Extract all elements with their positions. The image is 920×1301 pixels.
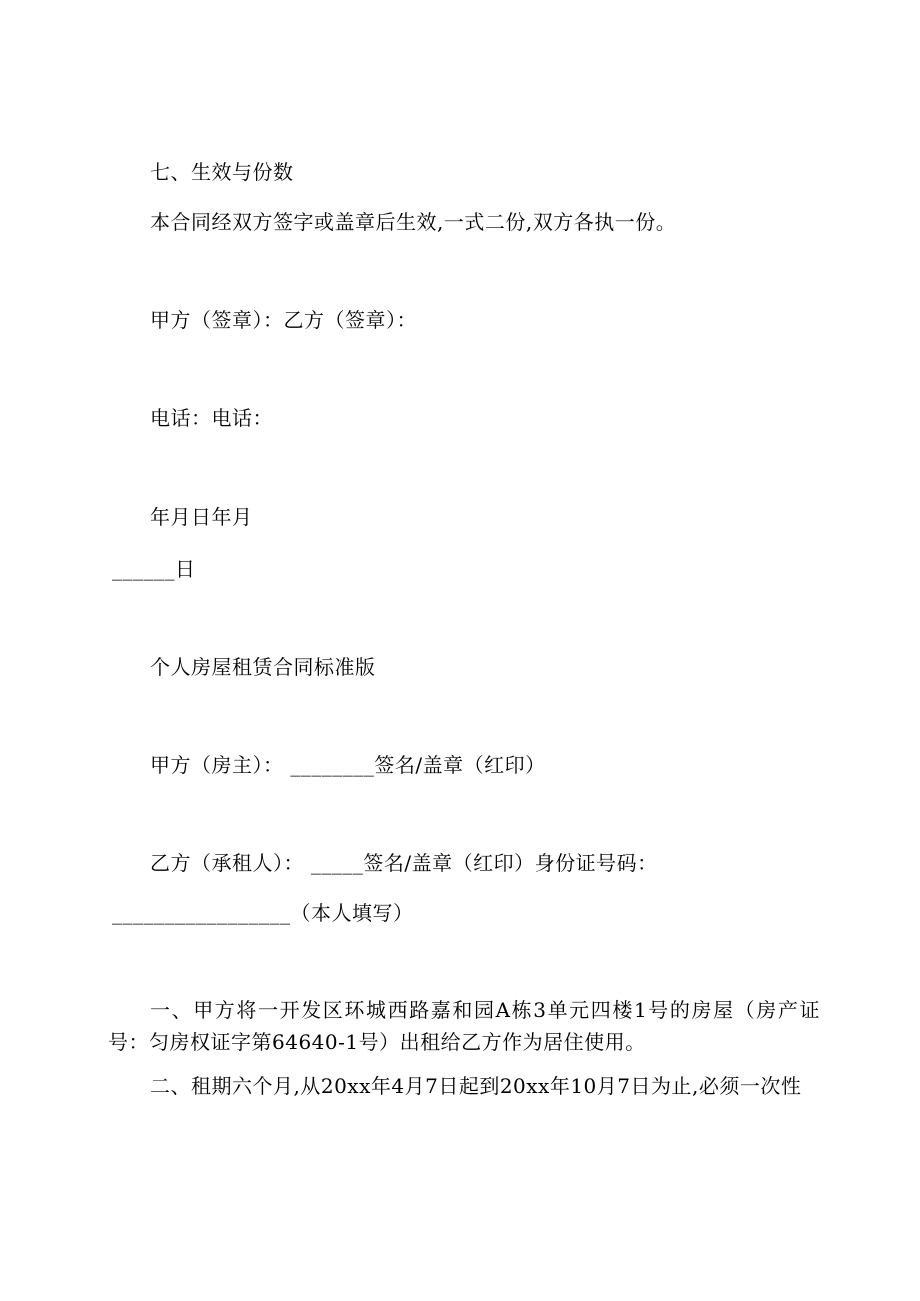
- clause-1: 一、甲方将一开发区环城西路嘉和园A栋3单元四楼1号的房屋（房产证号：匀房权证字第64640-1号）出租给乙方作为居住使用。: [108, 998, 820, 1054]
- effect-text: 本合同经双方签字或盖章后生效,一式二份,双方各执一份。: [150, 210, 677, 234]
- signature-line: 甲方（签章）：乙方（签章）：: [150, 308, 417, 332]
- party-a-line: 甲方（房主）： ________签名/盖章（红印）: [150, 753, 546, 777]
- party-b-id-line: _________________（本人填写）: [112, 901, 414, 925]
- effect-heading: 七、生效与份数: [150, 160, 294, 184]
- date-line: 年月日年月: [150, 505, 253, 529]
- party-b-line: 乙方（承租人）： _____签名/盖章（红印）身份证号码：: [150, 851, 658, 875]
- day-line: ______日: [112, 557, 196, 581]
- clause-2: 二、租期六个月,从20xx年4月7日起到20xx年10月7日为止,必须一次性: [150, 1074, 802, 1098]
- phone-line: 电话：电话：: [150, 406, 273, 430]
- contract-title: 个人房屋租赁合同标准版: [150, 655, 376, 679]
